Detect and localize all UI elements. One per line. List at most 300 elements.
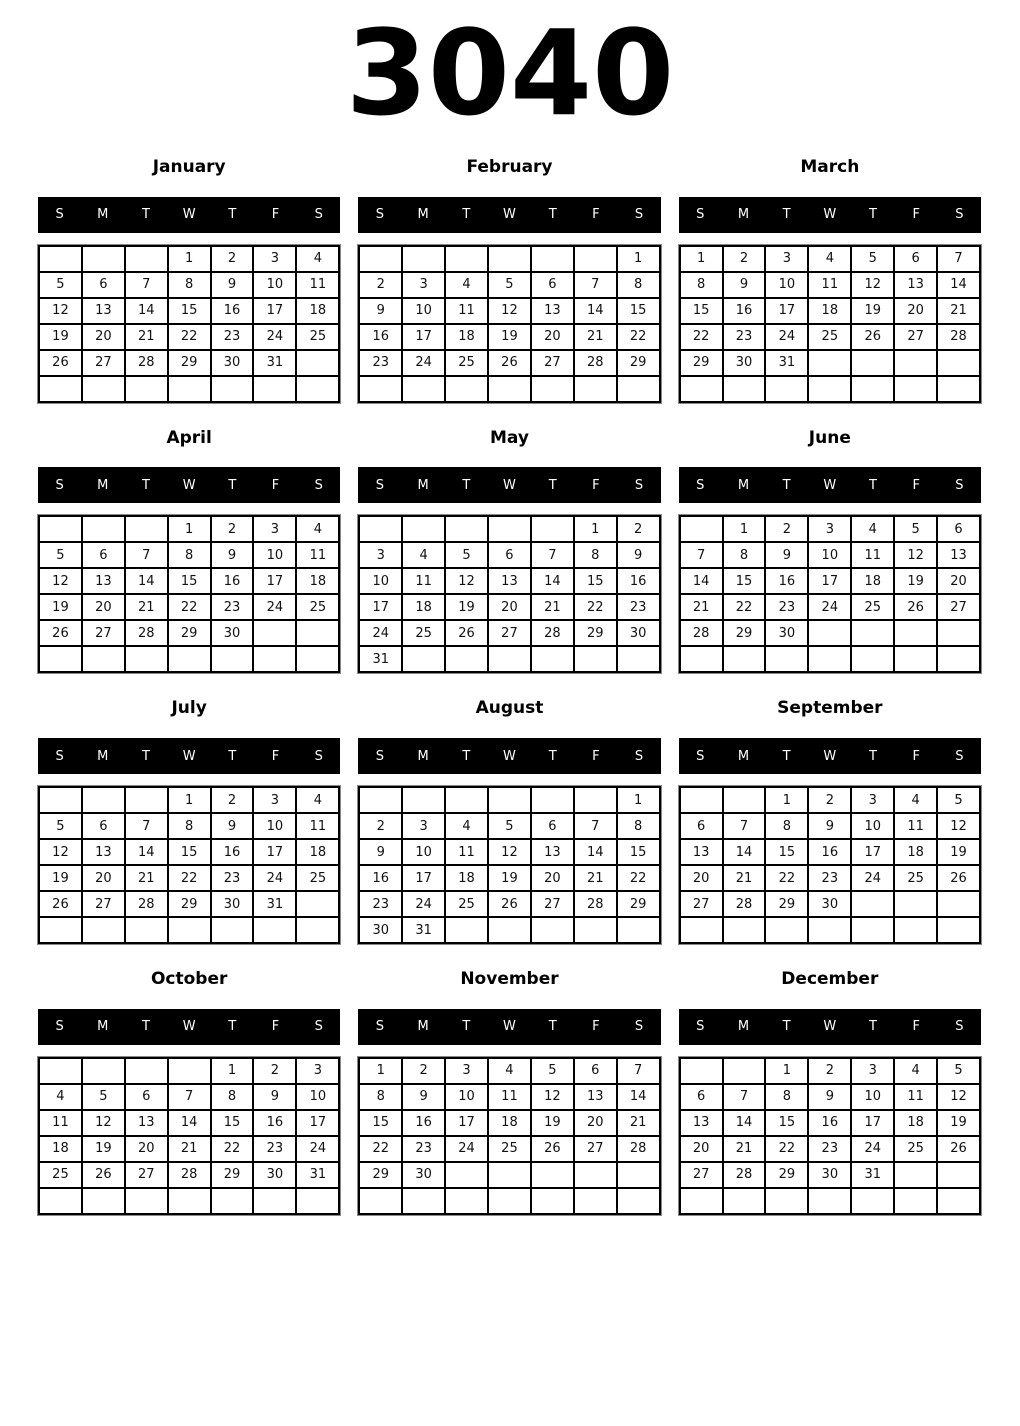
- empty-day-cell: [39, 646, 82, 672]
- empty-day-cell: [402, 646, 445, 672]
- day-cell: 6: [82, 542, 125, 568]
- day-cell: 8: [359, 1084, 402, 1110]
- day-cell: 3: [296, 1058, 339, 1084]
- day-cell: 22: [168, 324, 211, 350]
- day-cell: 17: [765, 298, 808, 324]
- day-cell: 6: [531, 272, 574, 298]
- weekday-label: S: [314, 477, 323, 493]
- weekday-label: T: [462, 1019, 471, 1035]
- weekday-label: W: [823, 1019, 837, 1035]
- day-cell: 12: [937, 1084, 980, 1110]
- day-cell: 21: [168, 1136, 211, 1162]
- day-cell: 2: [359, 813, 402, 839]
- week-row: [39, 646, 339, 672]
- weekday-label: M: [97, 477, 109, 493]
- day-cell: 9: [765, 542, 808, 568]
- empty-day-cell: [894, 350, 937, 376]
- empty-day-cell: [574, 376, 617, 402]
- week-row: [359, 1188, 659, 1214]
- empty-day-cell: [39, 1188, 82, 1214]
- day-cell: 6: [82, 813, 125, 839]
- empty-day-cell: [359, 1188, 402, 1214]
- day-cell: 19: [39, 324, 82, 350]
- weekday-label: T: [548, 1019, 557, 1035]
- day-cell: 11: [445, 839, 488, 865]
- day-cell: 18: [296, 568, 339, 594]
- day-cell: 20: [937, 568, 980, 594]
- month-title: September: [777, 698, 883, 719]
- weekday-label: F: [592, 207, 600, 223]
- day-cell: 29: [617, 891, 660, 917]
- month-october: [38, 970, 340, 1215]
- day-cell: 9: [723, 272, 766, 298]
- week-row: [680, 917, 980, 943]
- day-cell: 25: [808, 324, 851, 350]
- day-cell: 14: [617, 1084, 660, 1110]
- empty-day-cell: [168, 376, 211, 402]
- day-cell: 16: [808, 1110, 851, 1136]
- empty-day-cell: [723, 1188, 766, 1214]
- day-cell: 9: [617, 542, 660, 568]
- empty-day-cell: [168, 1188, 211, 1214]
- day-cell: 24: [851, 1136, 894, 1162]
- day-cell: 12: [851, 272, 894, 298]
- day-cell: 30: [808, 891, 851, 917]
- day-cell: 13: [894, 272, 937, 298]
- day-cell: 28: [617, 1136, 660, 1162]
- week-row: [359, 272, 659, 298]
- day-cell: 26: [488, 891, 531, 917]
- week-row: [359, 1084, 659, 1110]
- day-cell: 13: [531, 839, 574, 865]
- week-row: [39, 376, 339, 402]
- empty-day-cell: [765, 646, 808, 672]
- day-cell: 23: [359, 350, 402, 376]
- day-cell: 18: [894, 839, 937, 865]
- weekday-label: S: [634, 207, 644, 223]
- day-cell: 9: [211, 542, 254, 568]
- day-cell: 24: [402, 350, 445, 376]
- day-cell: 8: [211, 1084, 254, 1110]
- day-cell: 1: [359, 1058, 402, 1084]
- day-cell: 9: [253, 1084, 296, 1110]
- day-cell: 30: [211, 350, 254, 376]
- day-cell: 13: [488, 568, 531, 594]
- day-cell: 28: [531, 620, 574, 646]
- day-cell: 4: [808, 246, 851, 272]
- empty-day-cell: [488, 246, 531, 272]
- empty-day-cell: [574, 1188, 617, 1214]
- empty-day-cell: [680, 787, 723, 813]
- weekday-label: W: [823, 207, 837, 223]
- day-cell: 30: [808, 1162, 851, 1188]
- empty-day-cell: [82, 787, 125, 813]
- day-cell: 16: [808, 839, 851, 865]
- day-cell: 17: [253, 298, 296, 324]
- weekday-label: W: [182, 207, 196, 223]
- month-date-grid: [38, 515, 340, 673]
- day-cell: 5: [851, 246, 894, 272]
- week-row: [359, 1110, 659, 1136]
- day-cell: 13: [82, 839, 125, 865]
- day-cell: 30: [617, 620, 660, 646]
- week-row: [39, 1110, 339, 1136]
- day-cell: 25: [894, 1136, 937, 1162]
- empty-day-cell: [894, 1162, 937, 1188]
- weekday-label: F: [912, 1019, 920, 1035]
- empty-day-cell: [402, 376, 445, 402]
- day-cell: 22: [617, 865, 660, 891]
- day-cell: 28: [937, 324, 980, 350]
- day-cell: 18: [296, 839, 339, 865]
- empty-day-cell: [296, 646, 339, 672]
- day-cell: 10: [253, 542, 296, 568]
- week-row: [680, 568, 980, 594]
- weekday-label: S: [634, 748, 644, 764]
- empty-day-cell: [296, 350, 339, 376]
- day-cell: 22: [680, 324, 723, 350]
- empty-day-cell: [39, 1058, 82, 1084]
- week-row: [39, 298, 339, 324]
- day-cell: 4: [851, 516, 894, 542]
- empty-day-cell: [82, 376, 125, 402]
- day-cell: 1: [765, 1058, 808, 1084]
- day-cell: 19: [488, 865, 531, 891]
- day-cell: 17: [445, 1110, 488, 1136]
- day-cell: 31: [296, 1162, 339, 1188]
- empty-day-cell: [937, 350, 980, 376]
- empty-day-cell: [488, 376, 531, 402]
- day-cell: 29: [765, 891, 808, 917]
- day-cell: 5: [39, 272, 82, 298]
- day-cell: 12: [445, 568, 488, 594]
- week-row: [359, 298, 659, 324]
- weekday-header-bar: [358, 1009, 660, 1045]
- weekday-label: T: [548, 477, 557, 493]
- day-cell: 22: [168, 865, 211, 891]
- empty-day-cell: [168, 1058, 211, 1084]
- week-row: [39, 865, 339, 891]
- day-cell: 22: [574, 594, 617, 620]
- empty-day-cell: [531, 787, 574, 813]
- day-cell: 16: [723, 298, 766, 324]
- day-cell: 31: [359, 646, 402, 672]
- day-cell: 11: [296, 542, 339, 568]
- week-row: [359, 646, 659, 672]
- empty-day-cell: [488, 1162, 531, 1188]
- weekday-label: M: [737, 748, 750, 764]
- day-cell: 25: [296, 594, 339, 620]
- month-date-grid: [679, 1057, 981, 1215]
- empty-day-cell: [402, 246, 445, 272]
- empty-day-cell: [723, 1058, 766, 1084]
- day-cell: 25: [851, 594, 894, 620]
- week-row: [39, 1162, 339, 1188]
- day-cell: 28: [125, 620, 168, 646]
- week-row: [680, 839, 980, 865]
- empty-day-cell: [531, 1162, 574, 1188]
- empty-day-cell: [488, 917, 531, 943]
- weekday-label: S: [314, 207, 323, 223]
- day-cell: 23: [211, 324, 254, 350]
- empty-day-cell: [617, 917, 660, 943]
- day-cell: 27: [680, 1162, 723, 1188]
- day-cell: 4: [296, 516, 339, 542]
- day-cell: 14: [574, 839, 617, 865]
- day-cell: 2: [359, 272, 402, 298]
- week-row: [39, 839, 339, 865]
- month-june: [679, 429, 981, 674]
- week-row: [359, 1162, 659, 1188]
- day-cell: 26: [82, 1162, 125, 1188]
- day-cell: 29: [168, 350, 211, 376]
- day-cell: 6: [937, 516, 980, 542]
- day-cell: 19: [82, 1136, 125, 1162]
- day-cell: 26: [39, 350, 82, 376]
- weekday-label: W: [182, 477, 196, 493]
- weekday-header-bar: [358, 467, 660, 503]
- month-title: October: [150, 969, 228, 990]
- weekday-label: S: [696, 748, 705, 764]
- day-cell: 1: [723, 516, 766, 542]
- weekday-header-bar: [38, 738, 340, 774]
- weekday-label: W: [503, 1019, 516, 1035]
- empty-day-cell: [531, 376, 574, 402]
- empty-day-cell: [39, 787, 82, 813]
- day-cell: 11: [39, 1110, 82, 1136]
- day-cell: 8: [617, 813, 660, 839]
- day-cell: 23: [359, 891, 402, 917]
- day-cell: 17: [808, 568, 851, 594]
- day-cell: 20: [680, 1136, 723, 1162]
- empty-day-cell: [296, 891, 339, 917]
- week-row: [39, 787, 339, 813]
- day-cell: 21: [125, 865, 168, 891]
- week-row: [680, 1136, 980, 1162]
- day-cell: 26: [894, 594, 937, 620]
- empty-day-cell: [488, 516, 531, 542]
- empty-day-cell: [82, 1188, 125, 1214]
- week-row: [359, 516, 659, 542]
- week-row: [39, 542, 339, 568]
- empty-day-cell: [445, 917, 488, 943]
- weekday-label: M: [97, 1019, 109, 1035]
- empty-day-cell: [359, 376, 402, 402]
- day-cell: 8: [574, 542, 617, 568]
- day-cell: 5: [82, 1084, 125, 1110]
- day-cell: 2: [211, 787, 254, 813]
- day-cell: 18: [39, 1136, 82, 1162]
- week-row: [680, 376, 980, 402]
- day-cell: 30: [359, 917, 402, 943]
- empty-day-cell: [445, 787, 488, 813]
- day-cell: 13: [680, 1110, 723, 1136]
- day-cell: 3: [851, 787, 894, 813]
- day-cell: 29: [680, 350, 723, 376]
- day-cell: 20: [125, 1136, 168, 1162]
- day-cell: 23: [211, 865, 254, 891]
- week-row: [39, 1188, 339, 1214]
- month-title: May: [490, 427, 529, 448]
- day-cell: 15: [168, 839, 211, 865]
- weekday-label: M: [737, 1019, 750, 1035]
- day-cell: 4: [894, 1058, 937, 1084]
- day-cell: 11: [445, 298, 488, 324]
- day-cell: 7: [723, 813, 766, 839]
- day-cell: 9: [359, 298, 402, 324]
- day-cell: 12: [488, 839, 531, 865]
- day-cell: 12: [937, 813, 980, 839]
- empty-day-cell: [937, 646, 980, 672]
- day-cell: 19: [851, 298, 894, 324]
- day-cell: 2: [765, 516, 808, 542]
- day-cell: 26: [488, 350, 531, 376]
- day-cell: 21: [723, 1136, 766, 1162]
- month-title: November: [460, 969, 559, 990]
- day-cell: 12: [39, 568, 82, 594]
- weekday-label: S: [955, 477, 964, 493]
- day-cell: 27: [82, 350, 125, 376]
- day-cell: 18: [445, 865, 488, 891]
- empty-day-cell: [894, 646, 937, 672]
- weekday-label: M: [417, 207, 429, 223]
- weekday-label: W: [823, 748, 837, 764]
- day-cell: 2: [211, 246, 254, 272]
- day-cell: 22: [168, 594, 211, 620]
- day-cell: 14: [168, 1110, 211, 1136]
- day-cell: 19: [39, 865, 82, 891]
- empty-day-cell: [445, 516, 488, 542]
- day-cell: 14: [680, 568, 723, 594]
- week-row: [359, 891, 659, 917]
- day-cell: 16: [359, 324, 402, 350]
- day-cell: 28: [125, 350, 168, 376]
- empty-day-cell: [937, 1162, 980, 1188]
- day-cell: 27: [82, 620, 125, 646]
- weekday-label: S: [314, 748, 323, 764]
- day-cell: 21: [617, 1110, 660, 1136]
- day-cell: 20: [82, 594, 125, 620]
- weekday-header-bar: [358, 197, 660, 233]
- week-row: [680, 594, 980, 620]
- empty-day-cell: [125, 1058, 168, 1084]
- weekday-label: M: [737, 207, 750, 223]
- empty-day-cell: [82, 917, 125, 943]
- weekday-label: S: [955, 1019, 964, 1035]
- empty-day-cell: [617, 1162, 660, 1188]
- day-cell: 19: [445, 594, 488, 620]
- day-cell: 23: [808, 865, 851, 891]
- empty-day-cell: [531, 516, 574, 542]
- day-cell: 1: [617, 787, 660, 813]
- day-cell: 4: [39, 1084, 82, 1110]
- day-cell: 3: [402, 272, 445, 298]
- week-row: [359, 865, 659, 891]
- day-cell: 25: [445, 350, 488, 376]
- empty-day-cell: [359, 246, 402, 272]
- day-cell: 15: [723, 568, 766, 594]
- day-cell: 30: [402, 1162, 445, 1188]
- weekday-label: S: [696, 207, 705, 223]
- day-cell: 7: [574, 813, 617, 839]
- day-cell: 19: [937, 1110, 980, 1136]
- weekday-label: S: [955, 748, 964, 764]
- day-cell: 20: [531, 865, 574, 891]
- empty-day-cell: [488, 1188, 531, 1214]
- day-cell: 2: [402, 1058, 445, 1084]
- months-grid: [0, 158, 1020, 1215]
- empty-day-cell: [39, 917, 82, 943]
- day-cell: 17: [253, 839, 296, 865]
- weekday-label: F: [271, 207, 280, 223]
- day-cell: 30: [765, 620, 808, 646]
- week-row: [680, 646, 980, 672]
- day-cell: 20: [82, 865, 125, 891]
- day-cell: 23: [253, 1136, 296, 1162]
- week-row: [680, 1188, 980, 1214]
- day-cell: 16: [359, 865, 402, 891]
- empty-day-cell: [894, 917, 937, 943]
- day-cell: 10: [402, 839, 445, 865]
- day-cell: 18: [488, 1110, 531, 1136]
- day-cell: 24: [253, 324, 296, 350]
- empty-day-cell: [82, 246, 125, 272]
- day-cell: 16: [402, 1110, 445, 1136]
- empty-day-cell: [617, 1188, 660, 1214]
- day-cell: 7: [125, 813, 168, 839]
- empty-day-cell: [211, 1188, 254, 1214]
- day-cell: 1: [168, 787, 211, 813]
- day-cell: 1: [168, 516, 211, 542]
- weekday-label: M: [737, 477, 750, 493]
- empty-day-cell: [574, 246, 617, 272]
- empty-day-cell: [894, 376, 937, 402]
- day-cell: 10: [851, 813, 894, 839]
- empty-day-cell: [39, 246, 82, 272]
- weekday-label: T: [782, 477, 791, 493]
- empty-day-cell: [574, 917, 617, 943]
- weekday-label: S: [955, 207, 964, 223]
- empty-day-cell: [39, 376, 82, 402]
- empty-day-cell: [723, 376, 766, 402]
- month-title: April: [166, 427, 212, 448]
- day-cell: 26: [937, 1136, 980, 1162]
- month-may: [358, 429, 660, 674]
- day-cell: 7: [937, 246, 980, 272]
- week-row: [359, 1136, 659, 1162]
- week-row: [680, 891, 980, 917]
- weekday-label: T: [548, 207, 557, 223]
- weekday-label: F: [271, 1019, 280, 1035]
- day-cell: 21: [125, 594, 168, 620]
- weekday-label: T: [869, 477, 877, 493]
- week-row: [359, 1058, 659, 1084]
- day-cell: 29: [359, 1162, 402, 1188]
- week-row: [359, 246, 659, 272]
- weekday-label: W: [182, 1019, 196, 1035]
- day-cell: 10: [253, 272, 296, 298]
- day-cell: 11: [894, 1084, 937, 1110]
- day-cell: 27: [574, 1136, 617, 1162]
- day-cell: 2: [723, 246, 766, 272]
- day-cell: 3: [402, 813, 445, 839]
- empty-day-cell: [765, 917, 808, 943]
- empty-day-cell: [39, 516, 82, 542]
- day-cell: 28: [574, 350, 617, 376]
- empty-day-cell: [937, 917, 980, 943]
- empty-day-cell: [531, 646, 574, 672]
- month-date-grid: [679, 515, 981, 673]
